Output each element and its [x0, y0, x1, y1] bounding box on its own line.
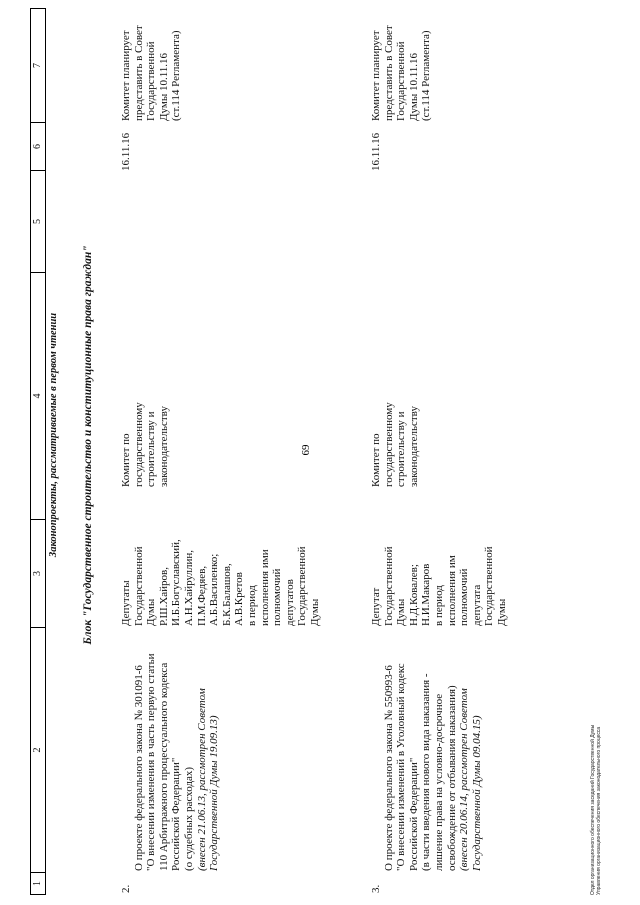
bill-title-text: О проекте федерального закона № 301091-6 "О внесении изменения в часть первую статьи 110 Арбитражного процессуального кодекса Российской Федерации" (о судебных расходах): [132, 653, 195, 871]
footer-line-2: Управления организационного обеспечения законодательного процесса: [596, 726, 602, 895]
bill-comment: Комитет планирует представить в Совет Государственной Думы 10.11.16 (ст.114 Регламента): [120, 25, 183, 121]
bill-title: [120, 626, 233, 871]
footer-line-1: Отдел организационного обеспечения заседаний Государственной Думы: [590, 724, 596, 895]
column-header-7: 7: [32, 63, 43, 68]
bill-date: 16.11.16: [120, 132, 132, 171]
bill-authors: Депутаты Государственной Думы Р.Ш.Хайров, И.Б.Богуславский, А.Н.Хайруллин, П.М.Федяев, А.Б.Василенко; Б.К.Балашов, А.В.Кретов в период исполнения ими полномочий депутатов Государственной Думы: [120, 539, 321, 626]
bill-date: 16.11.16: [370, 132, 382, 171]
section-title: Законопроекты, рассматриваемые в первом чтении: [48, 312, 59, 558]
block-title: Блок "Государственное строительство и конституционные права граждан": [82, 245, 94, 645]
document-table: [30, 10, 600, 895]
bill-title-text: О проекте федерального закона № 550993-6 "О внесении изменений в Уголовный кодекс Российской Федерации" (в части введения нового вида наказания - лишение права на условно-досрочное освобождение от отбывания наказания): [382, 663, 458, 871]
column-header-3: 3: [31, 519, 45, 627]
column-header-1: 1: [31, 872, 45, 894]
column-header-2: 2: [31, 627, 45, 872]
row-number: 3.: [370, 884, 382, 893]
footer: [590, 595, 602, 895]
column-header-6: 6: [31, 122, 45, 170]
column-header-4: 4: [31, 272, 45, 519]
bill-comment: Комитет планирует представить в Совет Государственной Думы 10.11.16 (ст.114 Регламента): [370, 25, 433, 121]
column-header-row: [30, 8, 46, 895]
bill-title: [370, 626, 496, 871]
bill-note: (внесен 20.06.14, рассмотрен Советом Государственной Думы 09.04.15): [458, 688, 483, 871]
bill-note: (внесен 21.06.13, рассмотрен Советом Государственной Думы 19.09.13): [195, 688, 221, 871]
bill-committee: Комитет по государственному строительству и законодательству: [370, 402, 420, 487]
page-number: 69: [300, 444, 312, 456]
column-header-5: 5: [31, 170, 45, 272]
bill-authors: Депутат Государственной Думы Н.Д.Ковалев; Н.И.Макаров в период исполнения им полномочий депутата Государственной Думы: [370, 546, 508, 626]
bill-committee: Комитет по государственному строительству и законодательству: [120, 402, 170, 487]
row-number: 2.: [120, 884, 132, 893]
